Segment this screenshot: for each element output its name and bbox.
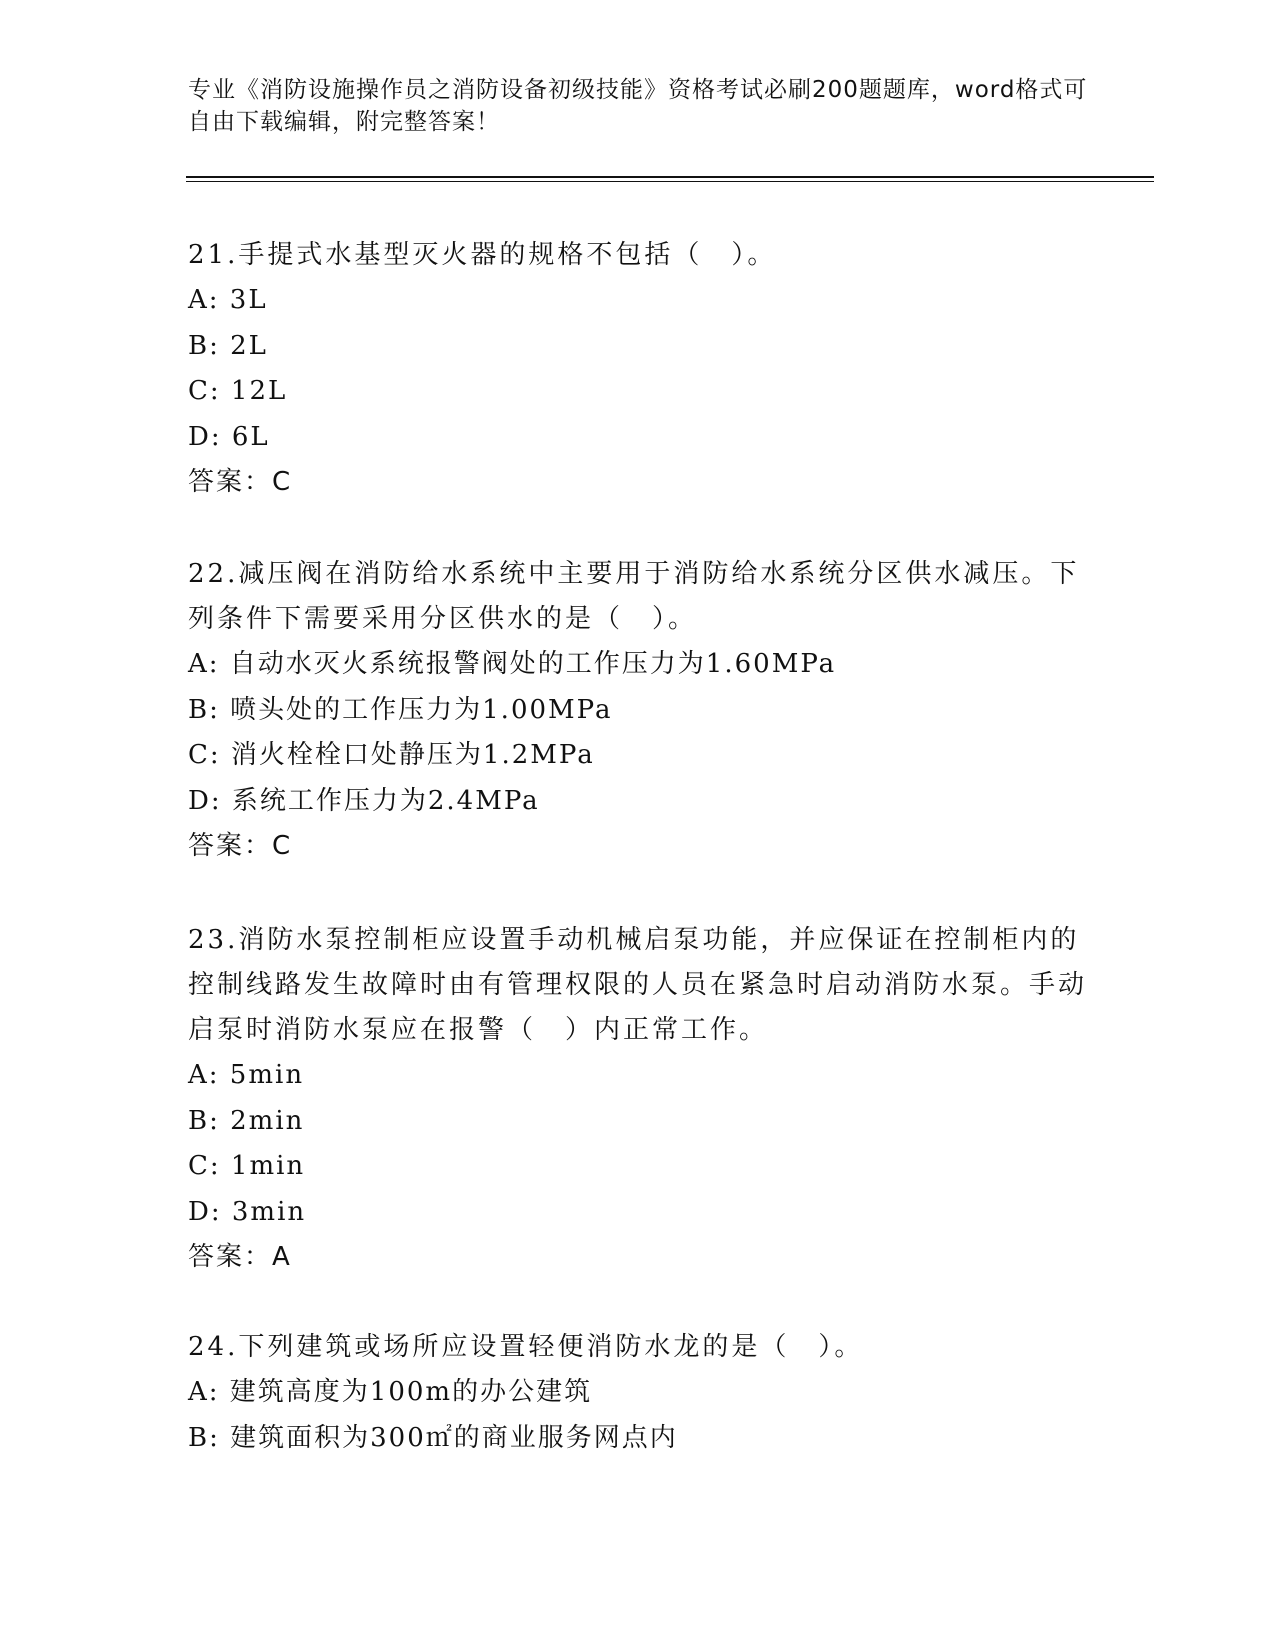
option-a: A: 自动水灭火系统报警阀处的工作压力为1.60MPa bbox=[188, 649, 837, 679]
option-a: A: 建筑高度为100m的办公建筑 bbox=[188, 1377, 593, 1407]
option-d: D: 系统工作压力为2.4MPa bbox=[188, 785, 540, 816]
option-a: A: 5min bbox=[188, 1060, 305, 1090]
option-d: D: 3min bbox=[188, 1196, 307, 1227]
option-b: B: 2min bbox=[188, 1105, 305, 1136]
header-divider-thin bbox=[186, 181, 1154, 182]
option-a: A: 3L bbox=[188, 285, 268, 315]
question-22 bbox=[188, 552, 1088, 869]
answer: 答案：A bbox=[188, 1242, 292, 1272]
document-header: 专业《消防设施操作员之消防设备初级技能》资格考试必刷200题题库，word格式可自由下载编辑，附完整答案！ bbox=[188, 77, 1088, 135]
header-divider-thick bbox=[186, 176, 1154, 178]
option-b: B: 建筑面积为300㎡的商业服务网点内 bbox=[188, 1422, 678, 1453]
question-stem: 22.减压阀在消防给水系统中主要用于消防给水系统分区供水减压。下列条件下需要采用分区供水的是（ ）。 bbox=[188, 559, 1080, 634]
option-c: C: 12L bbox=[188, 376, 288, 406]
question-stem: 24.下列建筑或场所应设置轻便消防水龙的是（ ）。 bbox=[188, 1332, 864, 1362]
option-b: B: 喷头处的工作压力为1.00MPa bbox=[188, 694, 613, 725]
answer: 答案：C bbox=[188, 467, 293, 497]
option-b: B: 2L bbox=[188, 330, 268, 361]
question-stem: 23.消防水泵控制柜应设置手动机械启泵功能，并应保证在控制柜内的控制线路发生故障时由有管理权限的人员在紧急时启动消防水泵。手动启泵时消防水泵应在报警（ ）内正常工作。 bbox=[188, 925, 1088, 1045]
question-stem: 21.手提式水基型灭火器的规格不包括（ ）。 bbox=[188, 240, 777, 270]
question-23 bbox=[188, 918, 1088, 1280]
answer: 答案：C bbox=[188, 831, 293, 861]
option-c: C: 消火栓栓口处静压为1.2MPa bbox=[188, 740, 595, 770]
question-24 bbox=[188, 1325, 1088, 1461]
option-d: D: 6L bbox=[188, 421, 270, 452]
option-c: C: 1min bbox=[188, 1151, 306, 1181]
question-21 bbox=[188, 233, 1088, 505]
